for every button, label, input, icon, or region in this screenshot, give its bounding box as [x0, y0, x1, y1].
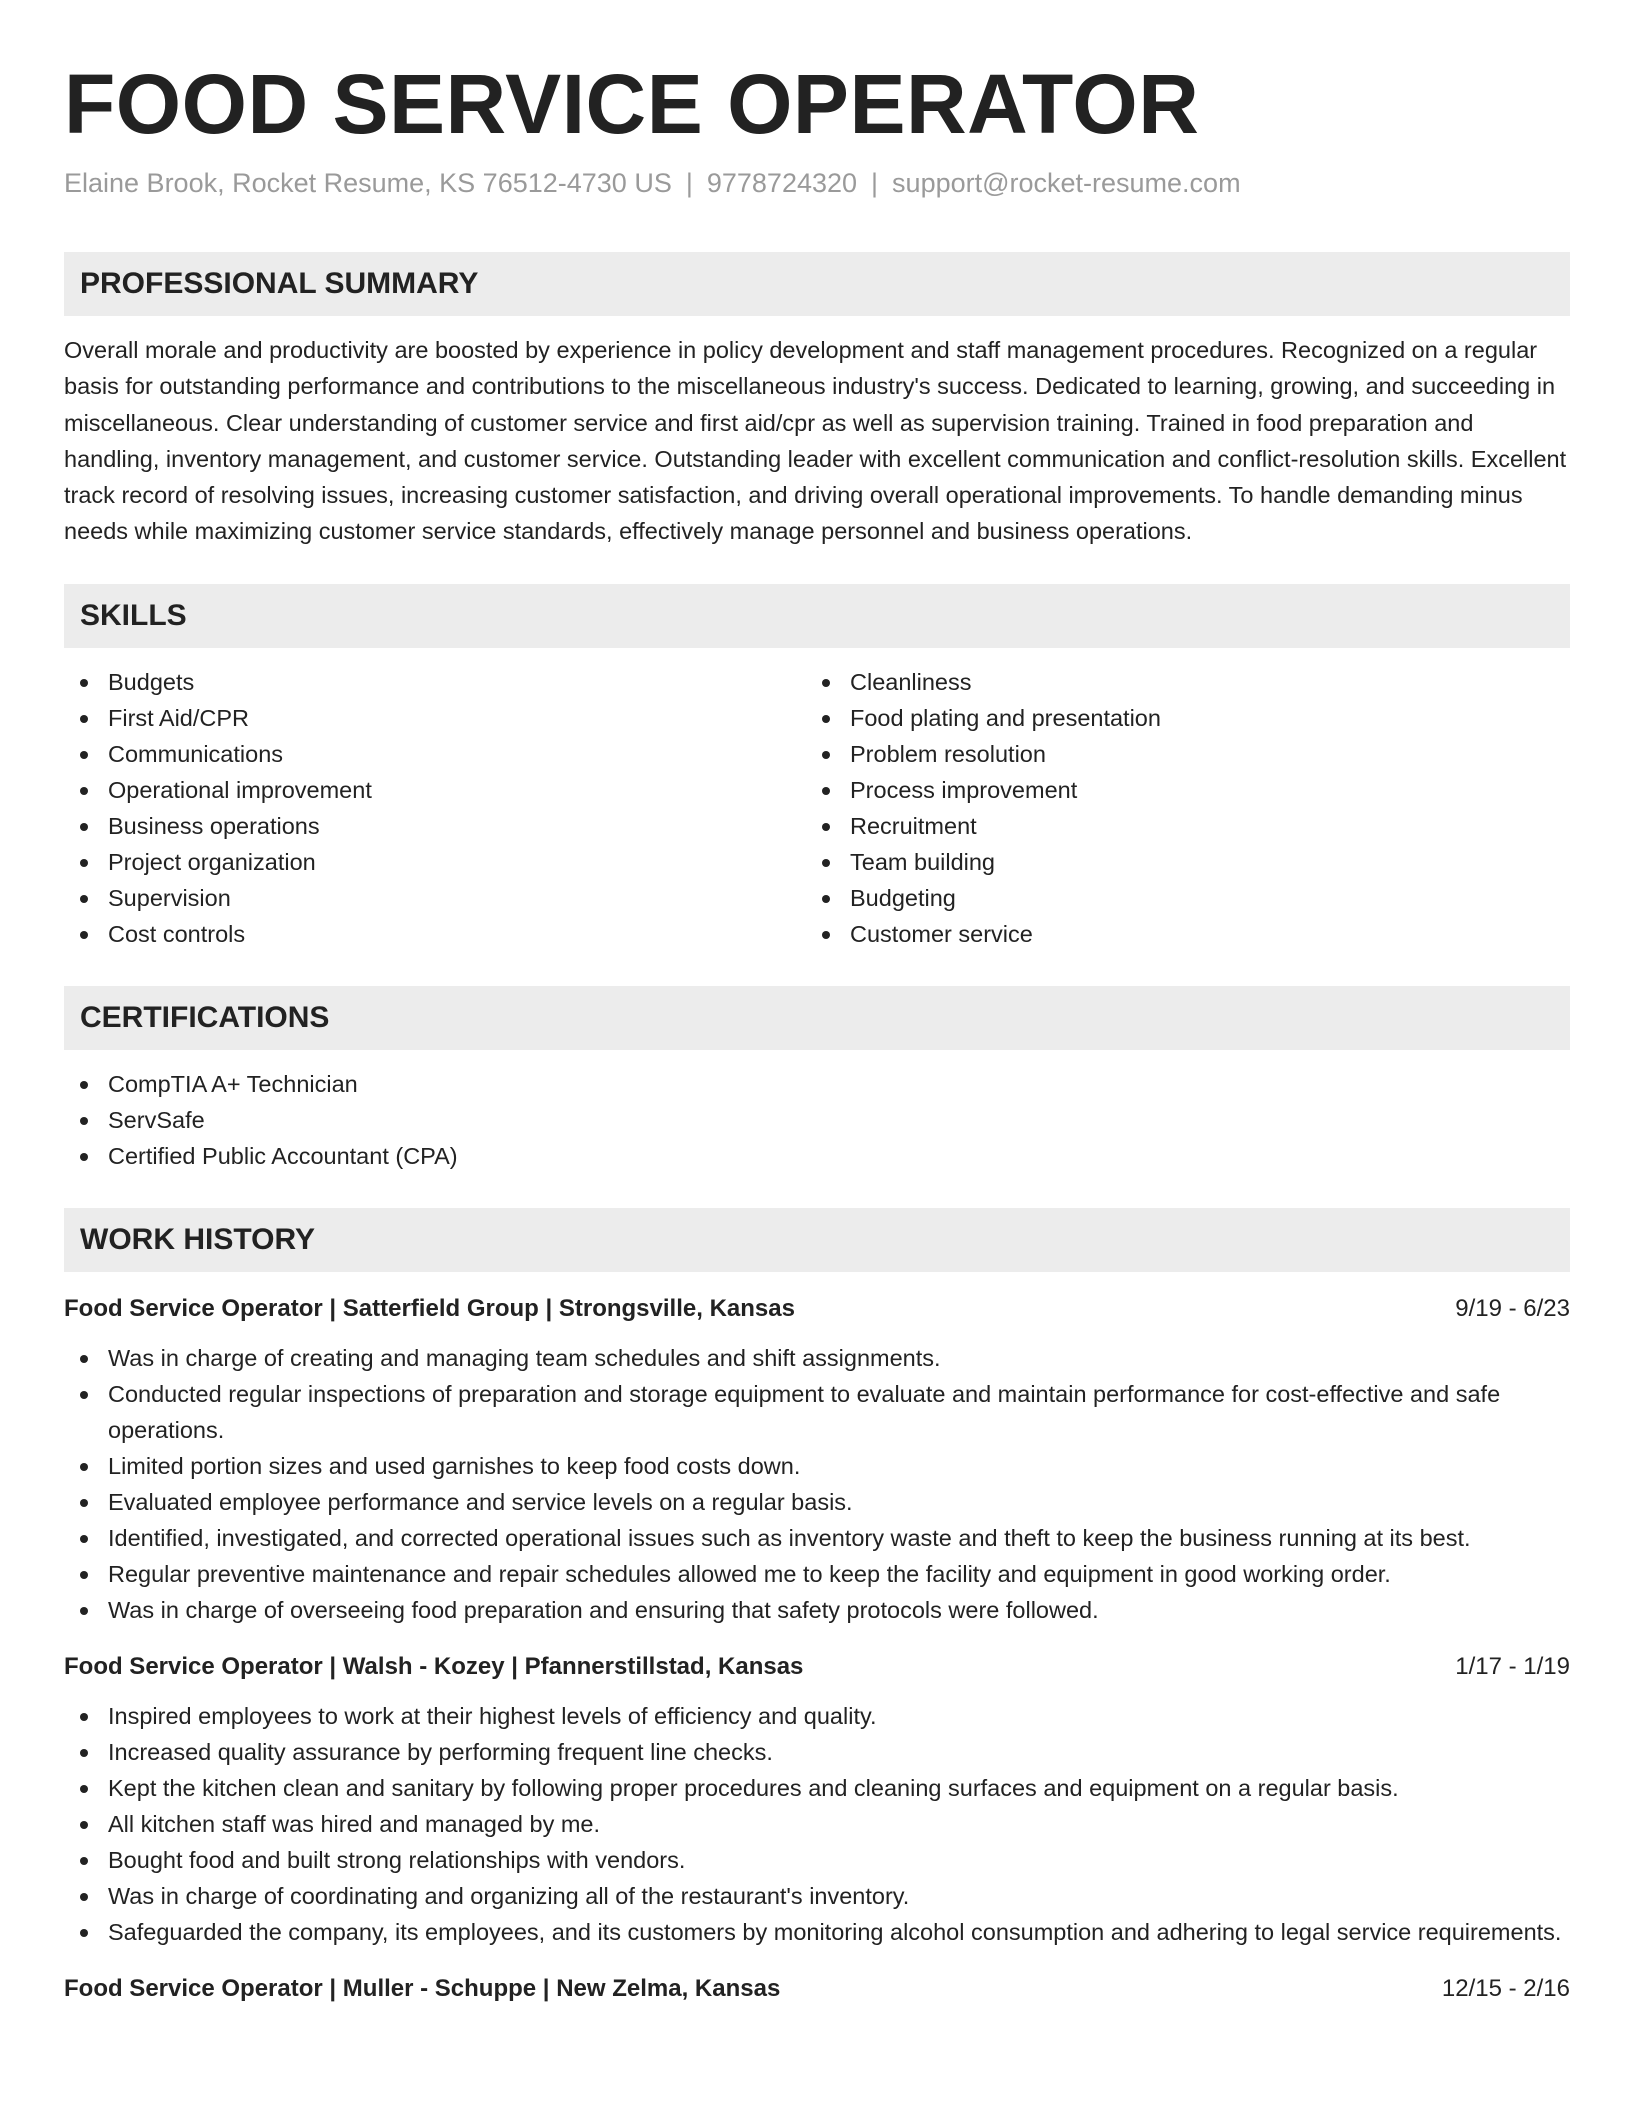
- job-dates: 12/15 - 2/16: [1441, 1974, 1570, 2002]
- skill-item: Team building: [806, 844, 1548, 880]
- job-title: Food Service Operator | Satterfield Group | Strongsville, Kansas: [64, 1294, 795, 1322]
- job-bullet: All kitchen staff was hired and managed by me.: [64, 1806, 1570, 1842]
- job-bullet: Evaluated employee performance and service levels on a regular basis.: [64, 1484, 1570, 1520]
- skill-item: First Aid/CPR: [64, 700, 806, 736]
- job-bullet: Increased quality assurance by performing frequent line checks.: [64, 1734, 1570, 1770]
- skill-item: Budgeting: [806, 880, 1548, 916]
- contact-line: [64, 166, 1570, 200]
- skills-column-left: [64, 664, 806, 952]
- job-bullet: Inspired employees to work at their highest levels of efficiency and quality.: [64, 1698, 1570, 1734]
- certification-item: CompTIA A+ Technician: [64, 1066, 1570, 1102]
- job-header: [64, 1972, 1570, 2006]
- skill-item: Problem resolution: [806, 736, 1548, 772]
- contact-phone: 9778724320: [706, 168, 858, 198]
- job-title: Food Service Operator | Walsh - Kozey | Pfannerstillstad, Kansas: [64, 1652, 804, 1680]
- skills-heading: SKILLS: [64, 584, 1570, 648]
- skill-item: Communications: [64, 736, 806, 772]
- contact-address: Elaine Brook, Rocket Resume, KS 76512-4730 US: [64, 168, 672, 198]
- certification-item: Certified Public Accountant (CPA): [64, 1138, 1570, 1174]
- skill-item: Operational improvement: [64, 772, 806, 808]
- certifications-list: [64, 1066, 1570, 1174]
- job-bullet: Regular preventive maintenance and repair schedules allowed me to keep the facility and equipment in good working order.: [64, 1556, 1570, 1592]
- work-history-heading: WORK HISTORY: [64, 1208, 1570, 1272]
- job-bullet: Was in charge of overseeing food preparation and ensuring that safety protocols were followed.: [64, 1592, 1570, 1628]
- job-bullet: Was in charge of creating and managing team schedules and shift assignments.: [64, 1340, 1570, 1376]
- job-dates: 1/17 - 1/19: [1455, 1652, 1570, 1680]
- skills-grid: [64, 664, 1570, 952]
- summary-heading: PROFESSIONAL SUMMARY: [64, 252, 1570, 316]
- job-bullets: [64, 1698, 1570, 1950]
- resume-page: [64, 56, 1570, 2020]
- certification-item: ServSafe: [64, 1102, 1570, 1138]
- job-bullet: Was in charge of coordinating and organizing all of the restaurant's inventory.: [64, 1878, 1570, 1914]
- job-bullets: [64, 1340, 1570, 1628]
- skill-item: Project organization: [64, 844, 806, 880]
- skill-item: Business operations: [64, 808, 806, 844]
- job-bullet: Safeguarded the company, its employees, and its customers by monitoring alcohol consumption and adhering to legal service requirements.: [64, 1914, 1570, 1950]
- resume-title: FOOD SERVICE OPERATOR: [64, 57, 1200, 151]
- skill-item: Customer service: [806, 916, 1548, 952]
- job-title: Food Service Operator | Muller - Schuppe | New Zelma, Kansas: [64, 1974, 781, 2002]
- job-header: [64, 1650, 1570, 1684]
- job-bullet: Bought food and built strong relationships with vendors.: [64, 1842, 1570, 1878]
- job-dates: 9/19 - 6/23: [1455, 1294, 1570, 1322]
- skill-item: Recruitment: [806, 808, 1548, 844]
- job-bullet: Identified, investigated, and corrected operational issues such as inventory waste and theft to keep the business running at its best.: [64, 1520, 1570, 1556]
- skill-item: Food plating and presentation: [806, 700, 1548, 736]
- skill-item: Cleanliness: [806, 664, 1548, 700]
- contact-separator: |: [685, 168, 693, 198]
- certifications-heading: CERTIFICATIONS: [64, 986, 1570, 1050]
- skill-item: Cost controls: [64, 916, 806, 952]
- job-entry: [64, 1972, 1570, 2006]
- job-entry: [64, 1650, 1570, 1950]
- contact-separator: |: [871, 168, 879, 198]
- work-history-list: [64, 1292, 1570, 2006]
- skill-item: Supervision: [64, 880, 806, 916]
- job-bullet: Conducted regular inspections of preparation and storage equipment to evaluate and maintain performance for cost-effective and safe operations.: [64, 1376, 1570, 1448]
- job-bullet: Kept the kitchen clean and sanitary by following proper procedures and cleaning surfaces and equipment on a regular basis.: [64, 1770, 1570, 1806]
- job-bullet: Limited portion sizes and used garnishes to keep food costs down.: [64, 1448, 1570, 1484]
- summary-text: Overall morale and productivity are boosted by experience in policy development and staff management procedures. Recognized on a regular basis for outstanding performance and contributions to the miscellaneous industry's success. Dedicated to learning, growing, and succeeding in miscellaneous. Clear understanding of customer service and first aid/cpr as well as supervision training. Trained in food preparation and handling, inventory management, and customer service. Outstanding leader with excellent communication and conflict-resolution skills. Excellent track record of resolving issues, increasing customer satisfaction, and driving overall operational improvements. To handle demanding minus needs while maximizing customer service standards, effectively manage personnel and business operations.: [64, 337, 1567, 545]
- skill-item: Process improvement: [806, 772, 1548, 808]
- skills-column-right: [806, 664, 1548, 952]
- job-header: [64, 1292, 1570, 1326]
- contact-email[interactable]: support@rocket-resume.com: [892, 168, 1241, 198]
- skill-item: Budgets: [64, 664, 806, 700]
- job-entry: [64, 1292, 1570, 1628]
